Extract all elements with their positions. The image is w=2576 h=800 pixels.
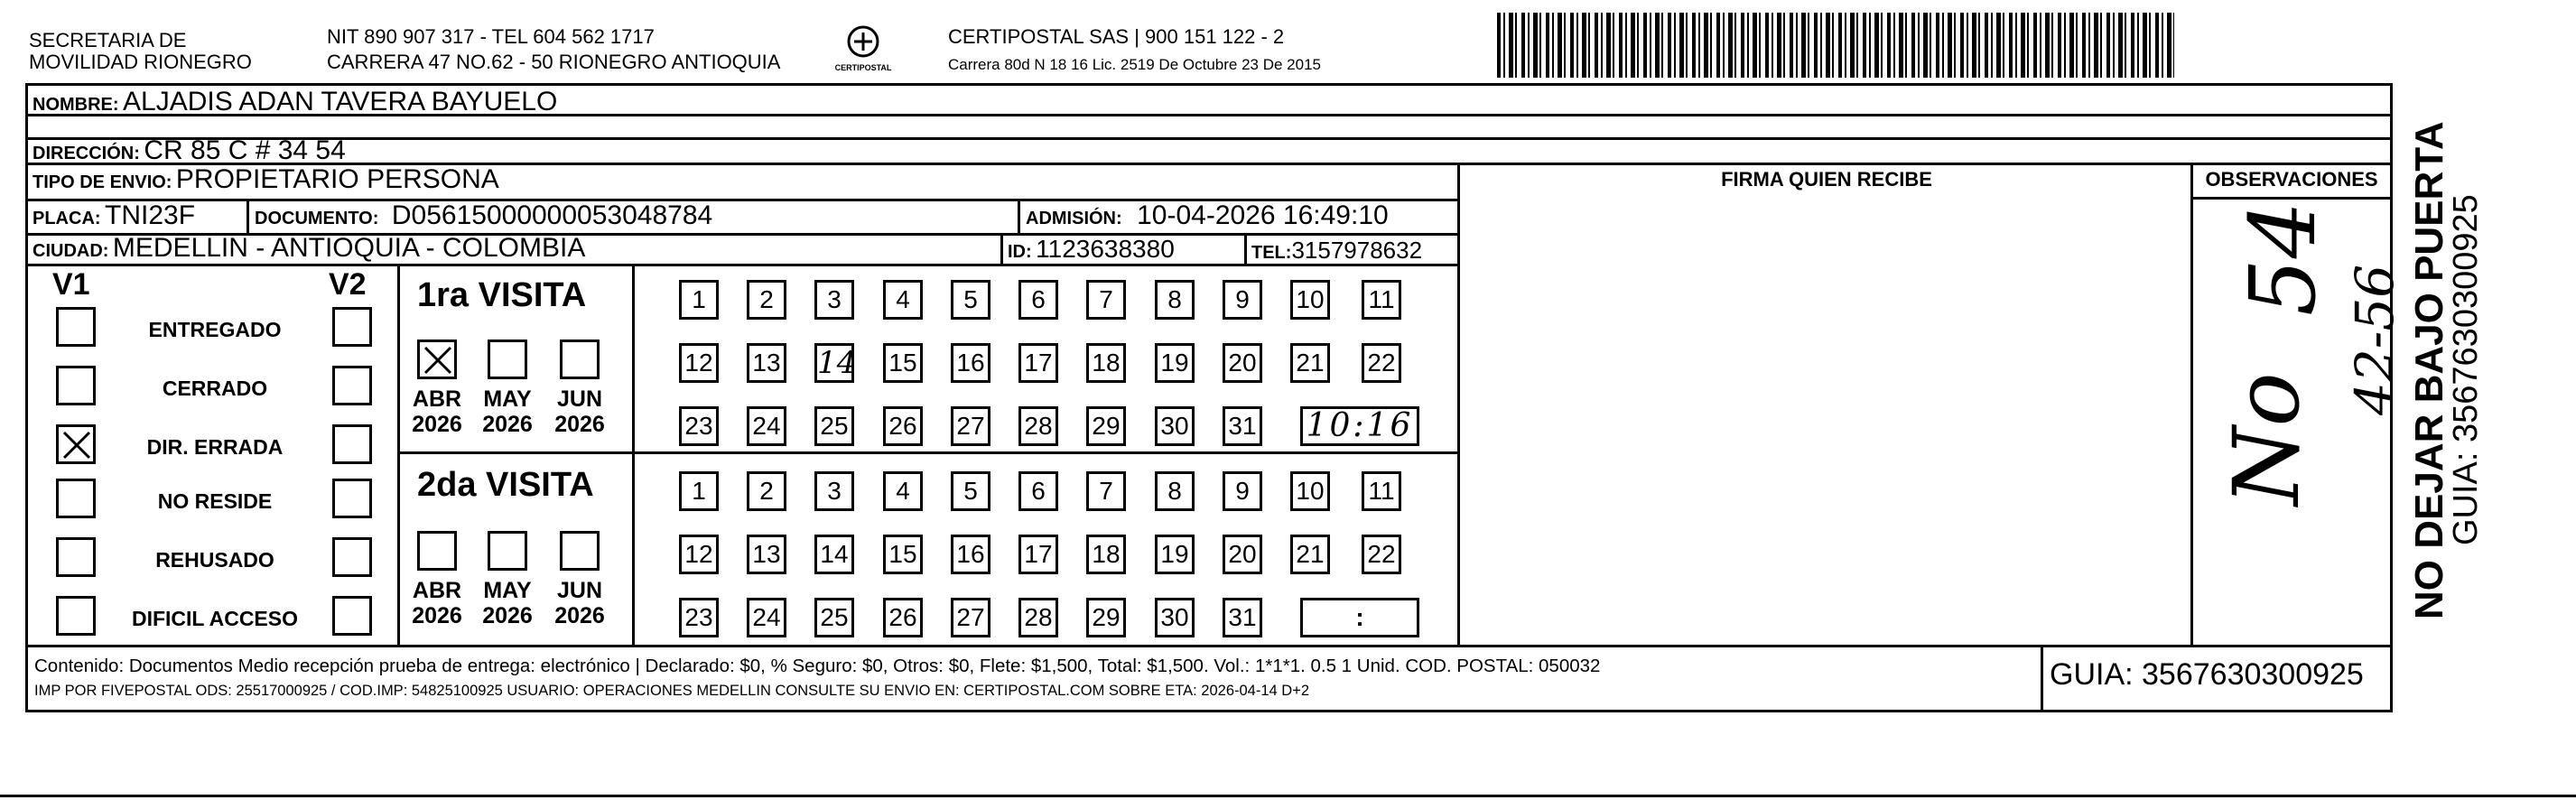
visit-2-day-29[interactable] bbox=[1086, 598, 1126, 637]
day-number: 3 bbox=[827, 477, 842, 505]
visit-1-day-16[interactable] bbox=[951, 343, 990, 383]
barcode bbox=[1497, 13, 2174, 78]
day-number: 10 bbox=[1296, 285, 1325, 313]
visit-1-time-field[interactable] bbox=[1300, 406, 1419, 446]
day-number: 6 bbox=[1031, 477, 1046, 505]
visit-2-day-10[interactable] bbox=[1290, 471, 1330, 511]
admission-value: 10-04-2026 16:49:10 bbox=[1137, 200, 1389, 230]
visit-1-day-23[interactable] bbox=[679, 406, 719, 446]
tel-label: TEL: bbox=[1251, 243, 1292, 263]
day-number: 18 bbox=[1092, 540, 1121, 568]
tel-value: 3157978632 bbox=[1291, 237, 1423, 264]
visit-1-day-7[interactable] bbox=[1086, 280, 1126, 320]
status-option-label: CERRADO bbox=[162, 377, 268, 400]
day-number: 23 bbox=[684, 412, 713, 440]
visit-1-day-27[interactable] bbox=[951, 406, 990, 446]
day-number: 11 bbox=[1368, 477, 1395, 505]
day-number: 17 bbox=[1024, 540, 1053, 568]
day-number: 20 bbox=[1228, 540, 1257, 568]
day-number: 7 bbox=[1099, 477, 1113, 505]
address-line: CARRERA 47 NO.62 - 50 RIONEGRO ANTIOQUIA bbox=[327, 51, 781, 73]
handwritten-42-56: 42-56 bbox=[2344, 264, 2405, 415]
visit-1-month-checkbox[interactable] bbox=[417, 340, 457, 379]
visit-2-day-21[interactable] bbox=[1290, 535, 1330, 574]
visit-1-day-19[interactable] bbox=[1155, 343, 1195, 383]
visit-2-year-label: 2026 bbox=[554, 603, 605, 628]
day-number: 2 bbox=[759, 285, 774, 313]
day-number: 5 bbox=[963, 477, 978, 505]
id-value: 1123638380 bbox=[1036, 235, 1175, 263]
v2-checkbox[interactable] bbox=[332, 307, 372, 347]
side-warning: NO DEJAR BAJO PUERTA bbox=[2407, 121, 2451, 619]
day-number: 5 bbox=[963, 285, 978, 313]
x-mark bbox=[59, 427, 95, 463]
visit-1-day-3[interactable] bbox=[814, 280, 854, 320]
day-number: 4 bbox=[896, 477, 910, 505]
visit-1-day-9[interactable] bbox=[1223, 280, 1262, 320]
day-number: 24 bbox=[752, 412, 781, 440]
visit-2-day-25[interactable] bbox=[814, 598, 854, 637]
content-line: Contenido: Documentos Medio recepción prueba de entrega: electrónico | Declarado: $0, % Seguro: $0, Otros: $0, Flete: $1,500, Total: $1,500. Vol.: 1*1*1. 0.5 1 Unid. COD. POSTAL: 050032 bbox=[34, 656, 1601, 676]
day-number: 3 bbox=[827, 285, 842, 313]
day-number: 27 bbox=[956, 603, 985, 631]
day-number: 11 bbox=[1368, 285, 1395, 313]
visit-1-time: 10:16 bbox=[1306, 407, 1414, 444]
v1-label: V1 bbox=[52, 267, 90, 302]
day-number: 13 bbox=[752, 349, 781, 377]
visit-1-day-8[interactable] bbox=[1155, 280, 1195, 320]
v2-checkbox[interactable] bbox=[332, 366, 372, 405]
visit-2-day-26[interactable] bbox=[883, 598, 923, 637]
day-number: 29 bbox=[1092, 412, 1121, 440]
id-cell bbox=[1008, 235, 1175, 264]
v2-checkbox[interactable] bbox=[332, 537, 372, 577]
visit-2-month-checkbox[interactable] bbox=[560, 531, 600, 571]
plate-cell bbox=[33, 200, 195, 231]
day-number: 29 bbox=[1092, 603, 1121, 631]
visit-2-day-9[interactable] bbox=[1223, 471, 1262, 511]
day-number: 1 bbox=[692, 477, 706, 505]
footer-guide: GUIA: 3567630300925 bbox=[2050, 657, 2364, 692]
visit-1-month-label: ABR bbox=[412, 386, 462, 412]
visit-2-title: 2da VISITA bbox=[417, 466, 594, 504]
visit-1-day-25[interactable] bbox=[814, 406, 854, 446]
visit-2-year-label: 2026 bbox=[482, 603, 533, 628]
plate-value: TNI23F bbox=[105, 200, 196, 230]
visit-2-day-23[interactable] bbox=[679, 598, 719, 637]
document-cell bbox=[255, 200, 712, 231]
document-value: D05615000000053048784 bbox=[391, 200, 713, 230]
visit-1-day-10[interactable] bbox=[1290, 280, 1330, 320]
signature-area[interactable] bbox=[1461, 199, 2189, 645]
visit-2-month-label: MAY bbox=[483, 578, 532, 603]
imp-line: IMP POR FIVEPOSTAL ODS: 25517000925 / COD.IMP: 54825100925 USUARIO: OPERACIONES MEDELLIN CONSULTE SU ENVIO EN: CERTIPOSTAL.COM SOBRE ETA: 2026-04-14 D+2 bbox=[34, 683, 1310, 699]
visit-1-day-22[interactable] bbox=[1362, 343, 1401, 383]
visit-2-day-17[interactable] bbox=[1018, 535, 1058, 574]
day-number: 19 bbox=[1160, 349, 1189, 377]
visit-1-day-29[interactable] bbox=[1086, 406, 1126, 446]
v1-checkbox[interactable] bbox=[56, 596, 96, 636]
visit-2-day-14[interactable] bbox=[814, 535, 854, 574]
visit-1-day-11[interactable] bbox=[1362, 280, 1401, 320]
visit-2-day-28[interactable] bbox=[1018, 598, 1058, 637]
v2-label: V2 bbox=[329, 267, 367, 302]
status-option-label: DIR. ERRADA bbox=[146, 435, 284, 459]
visit-1-day-20[interactable] bbox=[1223, 343, 1262, 383]
day-number: 14 bbox=[817, 345, 857, 381]
certipostal-logo bbox=[834, 23, 892, 76]
visit-2-month-checkbox[interactable] bbox=[417, 531, 457, 571]
visit-1-year-label: 2026 bbox=[554, 412, 605, 437]
svg-text:CERTIPOSTAL: CERTIPOSTAL bbox=[834, 63, 892, 72]
day-number: 2 bbox=[759, 477, 774, 505]
status-option-label: ENTREGADO bbox=[148, 318, 282, 341]
day-number: 31 bbox=[1228, 603, 1257, 631]
day-number: 20 bbox=[1228, 349, 1257, 377]
visit-1-month-label: JUN bbox=[556, 386, 602, 412]
visit-2-day-4[interactable] bbox=[883, 471, 923, 511]
v1-checkbox[interactable] bbox=[56, 307, 96, 347]
visit-1-title: 1ra VISITA bbox=[417, 276, 587, 314]
visit-2-day-16[interactable] bbox=[951, 535, 990, 574]
visit-2-day-7[interactable] bbox=[1086, 471, 1126, 511]
recipient-address: CR 85 C # 34 54 bbox=[144, 135, 346, 165]
day-number: 28 bbox=[1024, 412, 1053, 440]
visit-2-day-13[interactable] bbox=[747, 535, 786, 574]
day-number: 31 bbox=[1228, 412, 1257, 440]
v1-checkbox[interactable] bbox=[56, 537, 96, 577]
day-number: 10 bbox=[1296, 477, 1325, 505]
visit-1-month-checkbox[interactable] bbox=[488, 340, 527, 379]
day-number: 12 bbox=[684, 540, 713, 568]
handwritten-54: 54 bbox=[2230, 200, 2336, 316]
plate-label: PLACA: bbox=[33, 209, 101, 228]
visit-1-month-label: MAY bbox=[483, 386, 532, 412]
day-number: 12 bbox=[684, 349, 713, 377]
status-option-label: NO RESIDE bbox=[157, 489, 273, 513]
visit-2-day-2[interactable] bbox=[747, 471, 786, 511]
v2-checkbox[interactable] bbox=[332, 424, 372, 464]
visit-2-day-3[interactable] bbox=[814, 471, 854, 511]
visit-2-day-8[interactable] bbox=[1155, 471, 1195, 511]
courier-line-2: Carrera 80d N 18 16 Lic. 2519 De Octubre 23 De 2015 bbox=[948, 56, 1321, 73]
send-type: PROPIETARIO PERSONA bbox=[175, 164, 499, 194]
day-number: 18 bbox=[1092, 349, 1121, 377]
status-option-label: REHUSADO bbox=[155, 548, 274, 572]
day-number: 9 bbox=[1235, 477, 1250, 505]
visit-1-day-4[interactable] bbox=[883, 280, 923, 320]
visit-2-day-1[interactable] bbox=[679, 471, 719, 511]
day-number: 24 bbox=[752, 603, 781, 631]
visit-2-day-19[interactable] bbox=[1155, 535, 1195, 574]
visit-2-year-label: 2026 bbox=[412, 603, 462, 628]
day-number: 4 bbox=[896, 285, 910, 313]
day-number: 30 bbox=[1160, 603, 1189, 631]
visit-2-month-label: JUN bbox=[556, 578, 602, 603]
day-number: 22 bbox=[1367, 349, 1396, 377]
courier-line-1: CERTIPOSTAL SAS | 900 151 122 - 2 bbox=[948, 25, 1285, 48]
observations-header: OBSERVACIONES bbox=[2205, 168, 2378, 191]
recipient-name: ALJADIS ADAN TAVERA BAYUELO bbox=[123, 87, 558, 116]
day-number: 26 bbox=[888, 603, 917, 631]
v2-checkbox[interactable] bbox=[332, 479, 372, 518]
name-label: NOMBRE: bbox=[33, 95, 119, 115]
visit-2-month-label: ABR bbox=[412, 578, 462, 603]
day-number: 21 bbox=[1296, 540, 1325, 568]
visit-1-day-15[interactable] bbox=[883, 343, 923, 383]
visit-1-day-5[interactable] bbox=[951, 280, 990, 320]
visit-2-day-5[interactable] bbox=[951, 471, 990, 511]
day-number: 17 bbox=[1024, 349, 1053, 377]
day-number: 22 bbox=[1367, 540, 1396, 568]
day-number: 28 bbox=[1024, 603, 1053, 631]
day-number: 15 bbox=[888, 349, 917, 377]
day-number: 7 bbox=[1099, 285, 1113, 313]
issuer-line-2: MOVILIDAD RIONEGRO bbox=[29, 51, 252, 73]
day-number: 13 bbox=[752, 540, 781, 568]
visit-1-year-label: 2026 bbox=[412, 412, 462, 437]
visit-2-day-6[interactable] bbox=[1018, 471, 1058, 511]
day-number: 25 bbox=[820, 412, 849, 440]
day-number: 26 bbox=[888, 412, 917, 440]
city-value: MEDELLIN - ANTIOQUIA - COLOMBIA bbox=[112, 233, 586, 263]
day-number: 21 bbox=[1296, 349, 1325, 377]
day-number: 30 bbox=[1160, 412, 1189, 440]
visit-1-day-2[interactable] bbox=[747, 280, 786, 320]
day-number: 19 bbox=[1160, 540, 1189, 568]
visit-1-day-18[interactable] bbox=[1086, 343, 1126, 383]
day-number: 14 bbox=[820, 540, 849, 568]
visit-1-day-6[interactable] bbox=[1018, 280, 1058, 320]
visit-2-day-27[interactable] bbox=[951, 598, 990, 637]
day-number: 16 bbox=[956, 349, 985, 377]
signature-header: FIRMA QUIEN RECIBE bbox=[1721, 168, 1932, 191]
address-row bbox=[33, 135, 346, 166]
admission-cell bbox=[1026, 200, 1389, 231]
day-number: 25 bbox=[820, 603, 849, 631]
tel-cell bbox=[1251, 237, 1422, 265]
visit-2-day-20[interactable] bbox=[1223, 535, 1262, 574]
day-number: 16 bbox=[956, 540, 985, 568]
day-number: 9 bbox=[1235, 285, 1250, 313]
visit-1-day-13[interactable] bbox=[747, 343, 786, 383]
send-type-label: TIPO DE ENVIO: bbox=[33, 172, 172, 192]
visit-2-day-11[interactable] bbox=[1362, 471, 1401, 511]
page-bottom-rule bbox=[0, 795, 2576, 797]
visit-2-time-field[interactable] bbox=[1300, 598, 1419, 637]
visit-1-year-label: 2026 bbox=[482, 412, 533, 437]
visit-1-day-1[interactable] bbox=[679, 280, 719, 320]
side-guide: GUIA: 3567630300925 bbox=[2447, 194, 2485, 545]
visit-2-day-31[interactable] bbox=[1223, 598, 1262, 637]
day-number: 6 bbox=[1031, 285, 1046, 313]
visit-2-day-15[interactable] bbox=[883, 535, 923, 574]
v1-checkbox[interactable] bbox=[56, 424, 96, 464]
nit-line: NIT 890 907 317 - TEL 604 562 1717 bbox=[327, 25, 655, 48]
visit-1-day-17[interactable] bbox=[1018, 343, 1058, 383]
name-row bbox=[33, 87, 557, 117]
day-number: 8 bbox=[1167, 477, 1182, 505]
visit-1-day-12[interactable] bbox=[679, 343, 719, 383]
visit-1-day-24[interactable] bbox=[747, 406, 786, 446]
document-label: DOCUMENTO: bbox=[255, 209, 379, 228]
admission-label: ADMISIÓN: bbox=[1026, 209, 1122, 228]
visit-1-day-30[interactable] bbox=[1155, 406, 1195, 446]
visit-2-day-12[interactable] bbox=[679, 535, 719, 574]
visit-1-day-26[interactable] bbox=[883, 406, 923, 446]
v2-checkbox[interactable] bbox=[332, 596, 372, 636]
day-number: 27 bbox=[956, 412, 985, 440]
visit-1-day-28[interactable] bbox=[1018, 406, 1058, 446]
city-cell bbox=[33, 233, 585, 264]
day-number: 1 bbox=[692, 285, 706, 313]
x-mark bbox=[420, 342, 456, 378]
city-label: CIUDAD: bbox=[33, 241, 109, 261]
visit-1-day-21[interactable] bbox=[1290, 343, 1330, 383]
visit-1-day-31[interactable] bbox=[1223, 406, 1262, 446]
visit-1-month-checkbox[interactable] bbox=[560, 340, 600, 379]
day-number: 15 bbox=[888, 540, 917, 568]
day-number: 23 bbox=[684, 603, 713, 631]
day-number: 8 bbox=[1167, 285, 1182, 313]
visit-2-day-30[interactable] bbox=[1155, 598, 1195, 637]
visit-2-day-22[interactable] bbox=[1362, 535, 1401, 574]
status-option-label: DIFICIL ACCESO bbox=[131, 607, 298, 630]
id-label: ID: bbox=[1008, 242, 1032, 262]
visit-2-month-checkbox[interactable] bbox=[488, 531, 527, 571]
visit-2-time: : bbox=[1355, 603, 1364, 631]
send-type-row bbox=[33, 164, 499, 195]
v1-checkbox[interactable] bbox=[56, 366, 96, 405]
address-label: DIRECCIÓN: bbox=[33, 144, 140, 163]
visit-2-day-18[interactable] bbox=[1086, 535, 1126, 574]
visit-2-day-24[interactable] bbox=[747, 598, 786, 637]
issuer-line-1: SECRETARIA DE bbox=[29, 29, 187, 51]
v1-checkbox[interactable] bbox=[56, 479, 96, 518]
visit-1-day-14[interactable] bbox=[814, 343, 857, 383]
handwritten-no: No bbox=[2214, 372, 2320, 506]
